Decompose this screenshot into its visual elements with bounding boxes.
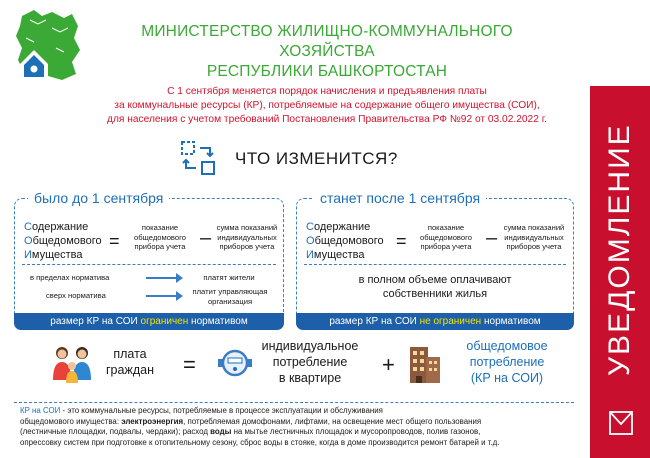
citizen-payment-line1: плата [113,347,147,361]
arrow-right-icon [146,277,178,279]
arrow-right-icon [146,295,178,297]
common-consumption [452,338,562,386]
individual-consumption-line3: в квартире [278,371,342,385]
individual-consumption [255,338,365,386]
after-minus: – [486,227,498,249]
before-panel [14,190,284,330]
apartment-building-icon [408,343,442,383]
after-soi-c: С [306,221,314,233]
intro-line1: С 1 сентября меняется порядок начисления и предъявления платы [167,86,487,97]
before-minus: – [200,227,212,249]
footer-kr-term: КР на СОИ [20,406,61,415]
after-bar-pre: размер КР на СОИ [329,316,420,327]
before-title: было до 1 сентября [28,190,169,206]
after-soi-i: И [306,249,314,261]
after-term1-line2: общедомового [420,232,472,242]
before-row1-left: в пределах норматива [30,273,110,282]
before-soi-label [24,220,102,262]
intro-line3: для населения с учетом требований Постановления Правительства РФ №92 от 03.02.2022 г. [107,114,547,125]
notice-sidebar [590,86,650,458]
before-divider [22,264,276,265]
footer-line1: - это коммунальные ресурсы, потребляемые в процессе эксплуатации и обслуживания [60,406,383,415]
common-consumption-line1: общедомовое [466,339,548,353]
after-soi-word1: одержание [313,221,371,233]
common-consumption-line2: потребление [469,355,545,369]
after-full-line1: в полном объеме оплачивают [358,274,512,286]
intro-text [92,85,562,127]
after-bar-highlight: не ограничен [419,316,482,327]
after-term2-line2: индивидуальных [504,232,564,242]
after-equals: = [396,231,407,251]
before-row2-right-line2: организация [207,296,253,306]
family-icon [50,344,94,384]
after-panel [296,190,574,330]
after-soi-o: О [306,235,315,247]
before-term2 [210,223,284,252]
before-soi-word3: мущества [31,249,83,261]
after-limit-bar [296,313,574,330]
citizen-payment [100,346,160,378]
before-row1-right: платят жители [203,273,255,282]
after-title: станет после 1 сентября [314,190,486,206]
after-term1-line3: прибора учета [420,242,472,251]
before-term2-line1: сумма показаний [216,223,278,232]
formula-plus: + [382,352,395,377]
before-soi-word2: бщедомового [32,235,102,247]
after-term1 [408,223,484,252]
before-term1-line1: показание [141,223,179,232]
footer-line4: опрессовку систем при подготовке к отопительному сезону, сброс воды в стояке, когда в доме производится ремонт батарей и т.д. [20,437,500,447]
before-bar-highlight: ограничен [140,316,189,327]
before-term1-line3: прибора учета [134,242,186,251]
common-consumption-line3: (КР на СОИ) [470,371,544,385]
footer-electricity: электроэнергия [121,416,184,426]
before-term1 [122,223,198,252]
before-bar-post: нормативом [188,316,248,327]
before-row2-right-line1: платит управляющая [192,287,268,296]
ministry-title-line2: РЕСПУБЛИКИ БАШКОРТОСТАН [206,63,448,80]
water-meter-icon [218,346,252,380]
after-term2 [496,223,572,252]
after-term2-line1: сумма показаний [503,223,565,232]
after-divider [304,264,566,265]
footer-line3a: (лестничные площадки, подвалы, чердаки); расход [20,427,211,437]
after-full-payment [296,273,574,301]
ministry-title-line1: МИНИСТЕРСТВО ЖИЛИЩНО-КОММУНАЛЬНОГО ХОЗЯЙСТВА [141,23,513,60]
before-term2-line3: приборов учета [219,242,275,251]
footer-line2c: , потребляемая домофонами, лифтами, на освещение мест общего пользования [183,416,482,426]
before-soi-i: И [24,249,32,261]
formula-equals: = [183,352,196,377]
notice-label: УВЕДОМЛЕНИЕ [603,123,636,376]
after-full-line2: собственники жилья [382,288,488,300]
footer-line2a: общедомового имущества: [20,416,122,426]
after-term1-line1: показание [427,223,465,232]
before-soi-c: С [24,221,32,233]
before-bar-pre: размер КР на СОИ [50,316,141,327]
before-term2-line2: индивидуальных [217,232,277,242]
citizen-payment-line2: граждан [106,363,154,377]
mail-icon [608,410,634,436]
ministry-logo [12,8,82,82]
after-soi-label [306,220,384,262]
footer-divider [14,402,574,403]
intro-line2: за коммунальные ресурсы (КР), потребляемые на содержание общего имущества (СОИ), [114,100,540,111]
ministry-title [92,22,562,82]
before-term1-line2: общедомового [134,232,186,242]
footer-definition [20,406,580,448]
what-changes-heading: ЧТО ИЗМЕНИТСЯ? [235,149,398,168]
after-soi-word3: мущества [313,249,365,261]
footer-line3c: на мытье лестничных площадок и мусоропроводов, полив газонов, [231,427,481,437]
after-soi-word2: бщедомового [314,235,384,247]
change-arrows-icon [180,140,216,176]
before-soi-word1: одержание [31,221,89,233]
individual-consumption-line1: индивидуальное [261,339,359,353]
before-soi-o: О [24,235,33,247]
before-row2-right [180,287,280,306]
footer-water: воды [210,427,232,437]
before-row2-left: сверх норматива [46,291,106,300]
before-equals: = [109,231,120,251]
after-term2-line3: приборов учета [506,242,562,251]
after-bar-post: нормативом [481,316,541,327]
before-limit-bar [14,313,284,330]
individual-consumption-line2: потребление [272,355,348,369]
